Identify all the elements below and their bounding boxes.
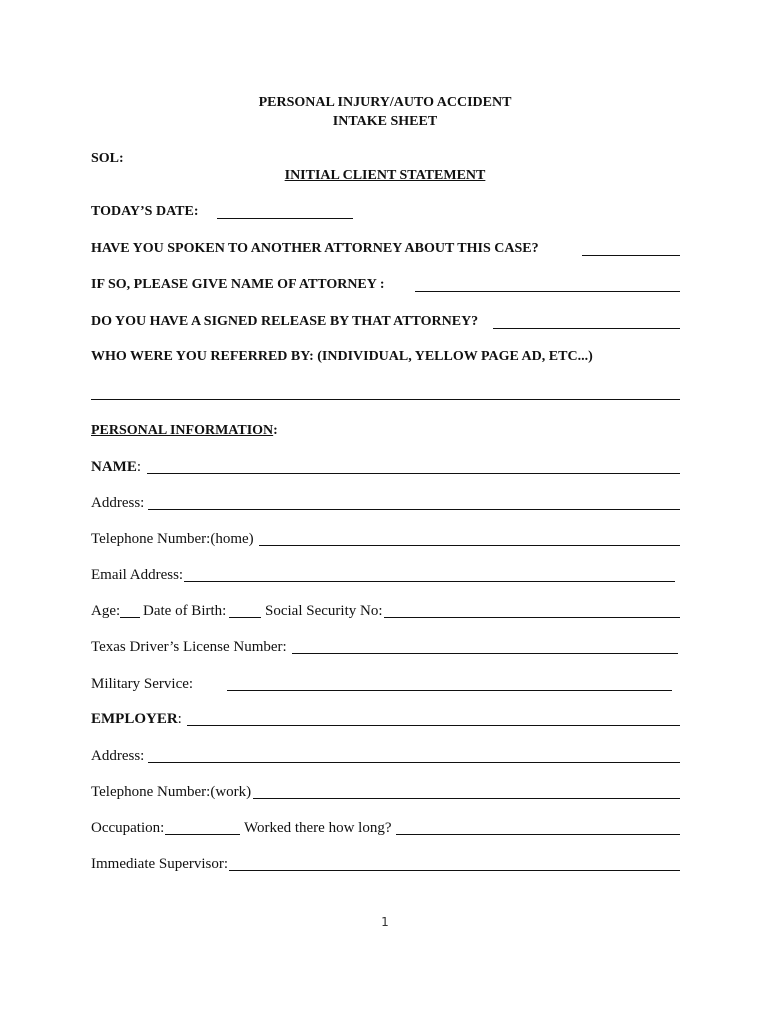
telephone-work-label: Telephone Number:(work) [91, 784, 252, 800]
age-field[interactable] [120, 617, 140, 618]
ssn-field[interactable] [384, 617, 680, 618]
drivers-license-field[interactable] [292, 653, 678, 654]
referred-by-field[interactable] [91, 399, 680, 400]
signed-release-field[interactable] [493, 328, 680, 329]
telephone-home-field[interactable] [259, 545, 680, 546]
name-label [91, 458, 141, 476]
personal-info-heading-colon: : [273, 423, 278, 438]
dob-label: Date of Birth: [143, 603, 227, 619]
spoken-attorney-field[interactable] [582, 255, 680, 256]
worked-how-long-label: Worked there how long? [244, 820, 392, 836]
personal-info-heading-text: PERSONAL INFORMATION [91, 423, 274, 438]
spoken-attorney-label: HAVE YOU SPOKEN TO ANOTHER ATTORNEY ABOUT THIS CASE? [91, 241, 539, 256]
address-label: Address: [91, 495, 145, 511]
employer-label-colon: : [177, 711, 182, 727]
employer-address-label: Address: [91, 748, 145, 764]
form-title-line1: PERSONAL INJURY/AUTO ACCIDENT [258, 95, 512, 110]
military-field[interactable] [227, 690, 672, 691]
drivers-license-label: Texas Driver’s License Number: [91, 639, 287, 655]
military-label: Military Service: [91, 676, 194, 692]
attorney-name-label: IF SO, PLEASE GIVE NAME OF ATTORNEY : [91, 277, 385, 292]
personal-info-heading [91, 422, 278, 440]
signed-release-label: DO YOU HAVE A SIGNED RELEASE BY THAT ATTORNEY? [91, 314, 479, 329]
page-number: 1 [381, 915, 389, 929]
occupation-field[interactable] [165, 834, 240, 835]
todays-date-label: TODAY’S DATE: [91, 204, 199, 219]
name-label-colon: : [136, 459, 141, 475]
sol-label: SOL: [91, 151, 124, 166]
ssn-label: Social Security No: [265, 603, 383, 619]
supervisor-field[interactable] [229, 870, 680, 871]
dob-field[interactable] [229, 617, 261, 618]
attorney-name-field[interactable] [415, 291, 680, 292]
employer-field[interactable] [187, 725, 680, 726]
form-title-line2: INTAKE SHEET [332, 114, 438, 129]
employer-label-text: EMPLOYER [91, 711, 178, 727]
supervisor-label: Immediate Supervisor: [91, 856, 229, 872]
telephone-home-label: Telephone Number:(home) [91, 531, 254, 547]
initial-statement-heading: INITIAL CLIENT STATEMENT [284, 168, 486, 183]
age-label: Age: [91, 603, 121, 619]
employer-label [91, 710, 182, 728]
worked-how-long-field[interactable] [396, 834, 680, 835]
name-field[interactable] [147, 473, 680, 474]
employer-address-field[interactable] [148, 762, 680, 763]
telephone-work-field[interactable] [253, 798, 680, 799]
name-label-text: NAME [91, 459, 137, 475]
email-field[interactable] [184, 581, 675, 582]
address-field[interactable] [148, 509, 680, 510]
todays-date-field[interactable] [217, 218, 353, 219]
referred-by-label: WHO WERE YOU REFERRED BY: (INDIVIDUAL, YELLOW PAGE AD, ETC...) [91, 349, 593, 364]
occupation-label: Occupation: [91, 820, 165, 836]
email-label: Email Address: [91, 567, 184, 583]
